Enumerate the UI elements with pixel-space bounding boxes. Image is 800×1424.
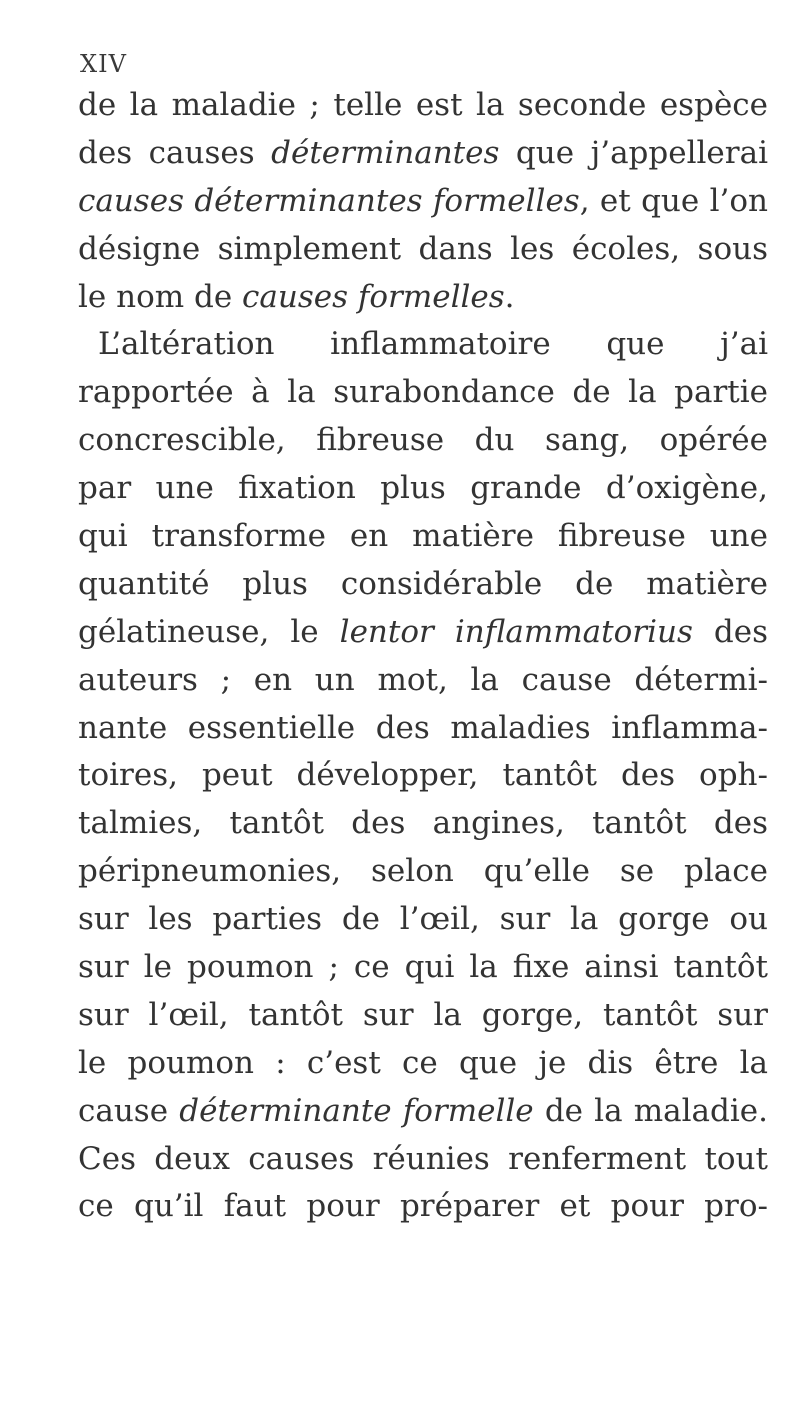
italic-text: lentor inflammatorius <box>339 613 693 650</box>
text-segment: auteurs ; en un mot, la cause détermi- <box>78 661 768 698</box>
text-segment: concrescible, fibreuse du sang, opérée <box>78 422 768 459</box>
text-segment: gélatineuse, le <box>78 613 340 650</box>
text-line <box>78 800 768 848</box>
text-segment: . <box>504 278 515 315</box>
text-line <box>78 369 768 417</box>
text-segment: de la maladie ; telle est la seconde espèce <box>78 87 768 123</box>
text-line <box>78 609 768 657</box>
text-segment: quantité plus considérable de matière <box>78 565 768 602</box>
text-segment: des causes <box>78 134 272 171</box>
text-segment: sur le poumon ; ce qui la fixe ainsi tantôt <box>78 949 768 986</box>
italic-text: causes formelles <box>242 278 505 315</box>
text-segment: le nom de <box>78 278 243 315</box>
text-line <box>78 321 768 369</box>
text-line <box>78 417 768 465</box>
text-segment: , et que l’on <box>579 182 768 219</box>
text-segment: cause <box>78 1092 180 1129</box>
text-segment: de la maladie. <box>533 1092 768 1129</box>
text-segment: qui transforme en matière fibreuse une <box>78 518 768 555</box>
text-segment: par une fixation plus grande d’oxigène, <box>78 470 768 507</box>
text-line <box>78 274 768 322</box>
text-line <box>78 226 768 274</box>
text-line <box>78 705 768 753</box>
text-line <box>78 130 768 178</box>
text-line <box>78 1183 768 1231</box>
text-segment: péripneumonies, selon qu’elle se place <box>78 853 768 890</box>
text-segment: talmies, tantôt des angines, tantôt des <box>78 805 768 842</box>
italic-text: causes déterminantes formelles <box>78 182 580 219</box>
text-line <box>78 1040 768 1088</box>
text-line <box>78 82 768 130</box>
text-line <box>78 752 768 800</box>
text-line <box>78 561 768 609</box>
text-segment: le poumon : c’est ce que je dis être la <box>78 1044 768 1081</box>
text-line <box>78 1088 768 1136</box>
body-text <box>78 82 768 1231</box>
text-line <box>78 992 768 1040</box>
text-line <box>78 465 768 513</box>
text-segment: sur l’œil, tantôt sur la gorge, tantôt sur <box>78 996 768 1033</box>
text-line <box>78 944 768 992</box>
page-number: XIV <box>80 50 127 78</box>
italic-text: déterminante formelle <box>179 1092 534 1129</box>
text-segment: que j’appellerai <box>499 134 768 171</box>
text-segment: des <box>692 613 769 650</box>
italic-text: déterminantes <box>271 134 500 171</box>
text-segment: Ces deux causes réunies renferment tout <box>78 1140 768 1177</box>
text-segment: toires, peut développer, tantôt des oph- <box>78 757 768 794</box>
text-line <box>78 1136 768 1184</box>
text-segment: rapportée à la surabondance de la partie <box>78 374 768 411</box>
text-line <box>78 896 768 944</box>
text-segment: sur les parties de l’œil, sur la gorge ou <box>78 901 768 938</box>
text-line <box>78 848 768 896</box>
text-line <box>78 513 768 561</box>
text-segment: L’altération inflammatoire que j’ai <box>98 326 768 363</box>
text-segment: nante essentielle des maladies inflamma- <box>78 709 768 746</box>
text-line <box>78 178 768 226</box>
text-line <box>78 657 768 705</box>
text-segment: ce qu’il faut pour préparer et pour pro- <box>78 1188 768 1225</box>
text-segment: désigne simplement dans les écoles, sous <box>78 230 768 267</box>
